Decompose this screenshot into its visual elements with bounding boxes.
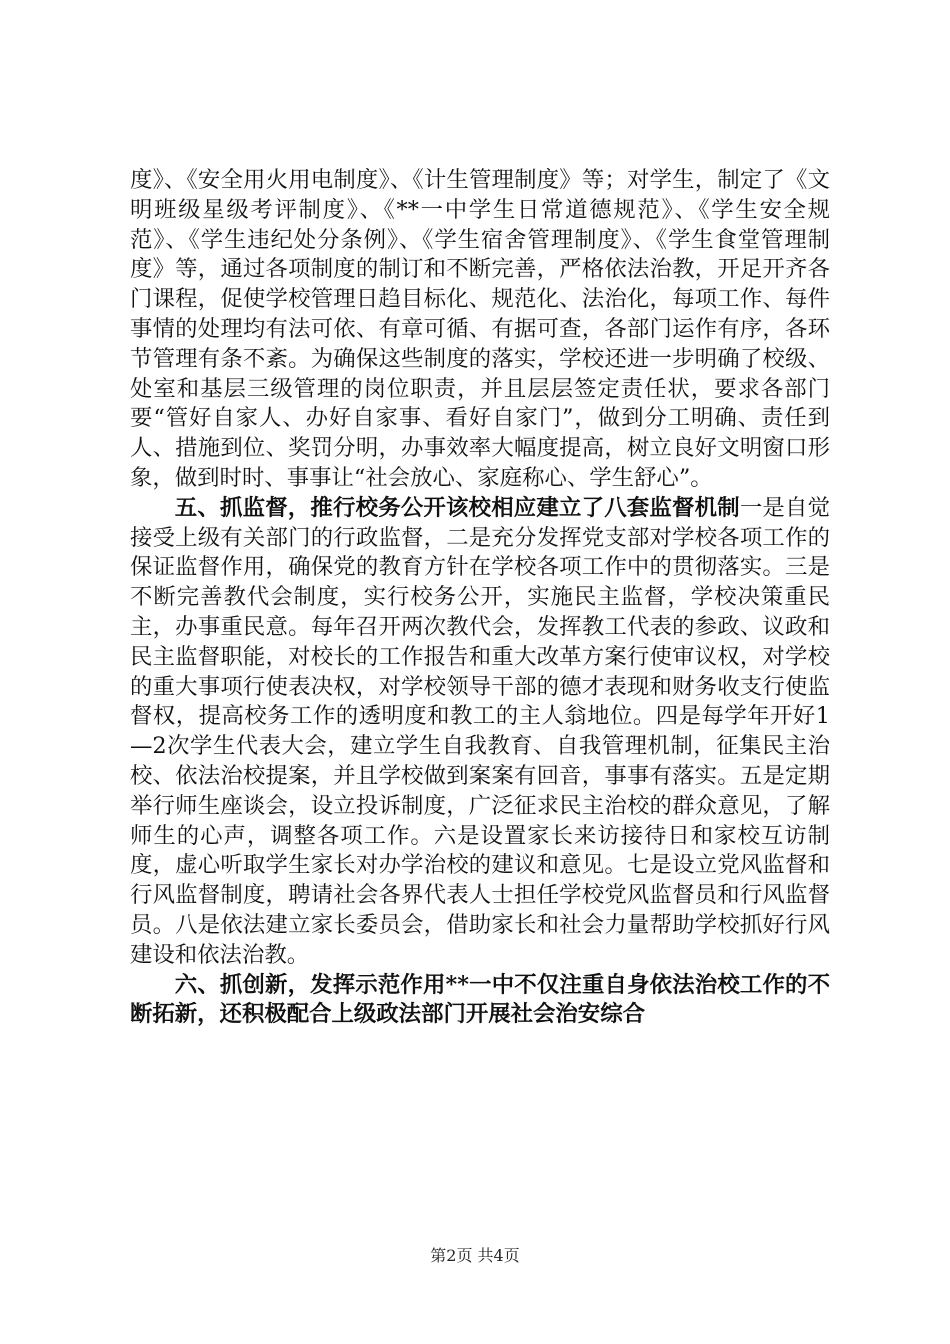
section-heading-five: 五、抓监督，推行校务公开该校相应建立了八套监督机制 <box>174 494 740 521</box>
paragraph-section-five <box>130 494 830 971</box>
section-heading-six: 六、抓创新，发挥示范作用**一中不仅注重自身依法治校工作的不断拓新，还积极配合上级政法部门开展社会治安综合 <box>130 971 830 1028</box>
page-number: 第2页 共4页 <box>430 1246 520 1265</box>
paragraph-text: 一是自觉接受上级有关部门的行政监督，二是充分发挥党支部对学校各项工作的保证监督作用，确保党的教育方针在学校各项工作中的贯彻落实。三是不断完善教代会制度，实行校务公开，实施民主监督，学校决策重民主，办事重民意。每年召开两次教代会，发挥教工代表的参政、议政和民主监督职能，对校长的工作报告和重大改革方案行使审议权，对学校的重大事项行使表决权，对学校领导干部的德才表现和财务收支行使监督权，提高校务工作的透明度和教工的主人翁地位。四是每学年开好1—2次学生代表大会，建立学生自我教育、自我管理机制，征集民主治校、依法治校提案，并且学校做到案案有回音，事事有落实。五是定期举行师生座谈会，设立投诉制度，广泛征求民主治校的群众意见，了解师生的心声，调整各项工作。六是设置家长来访接待日和家校互访制度，虚心听取学生家长对办学治校的建议和意见。七是设立党风监督和行风监督制度，聘请社会各界代表人士担任学校党风监督员和行风监督员。八是依法建立家长委员会，借助家长和社会力量帮助学校抓好行风建设和依法治教。 <box>130 494 831 968</box>
paragraph-continuation <box>130 166 830 494</box>
document-body <box>130 166 830 1030</box>
paragraph-section-six <box>130 971 830 1031</box>
paragraph-text: 度》、《安全用火用电制度》、《计生管理制度》等；对学生，制定了《文明班级星级考评制度》、《**一中学生日常道德规范》、《学生安全规范》、《学生违纪处分条例》、《学生宿舍管理制度》、《学生食堂管理制度》等，通过各项制度的制订和不断完善，严格依法治教，开足开齐各门课程，促使学校管理日趋目标化、规范化、法治化，每项工作、每件事情的处理均有法可依、有章可循、有据可查，各部门运作有序，各环节管理有条不紊。为确保这些制度的落实，学校还进一步明确了校级、处室和基层三级管理的岗位职责，并且层层签定责任状，要求各部门要“管好自家人、办好自家事、看好自家门”，做到分工明确、责任到人、措施到位、奖罚分明，办事效率大幅度提高，树立良好文明窗口形象，做到时时、事事让“社会放心、家庭称心、学生舒心”。 <box>130 167 830 491</box>
page-footer <box>0 1246 950 1266</box>
